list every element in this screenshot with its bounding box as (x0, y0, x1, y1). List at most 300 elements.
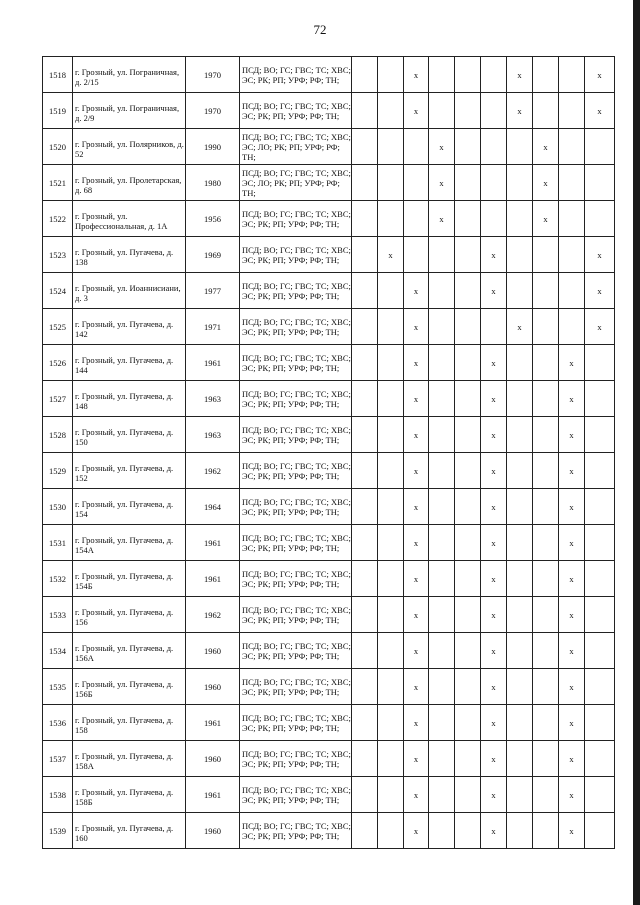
mark-cell: x (481, 597, 507, 633)
mark-cell (533, 345, 559, 381)
mark-cell (507, 201, 533, 237)
mark-cell (481, 129, 507, 165)
mark-cell (455, 165, 481, 201)
row-number: 1522 (43, 201, 73, 237)
mark-cell (429, 417, 455, 453)
mark-cell (404, 129, 429, 165)
mark-cell (585, 129, 615, 165)
address: г. Грозный, ул. Пугачева, д. 150 (73, 417, 186, 453)
service-list: ПСД; ВО; ГС; ГВС; ТС; ХВС; ЭС; РК; РП; УРФ; РФ; ТН; (240, 273, 352, 309)
mark-cell: x (404, 597, 429, 633)
table-row (43, 57, 615, 93)
mark-cell: x (404, 93, 429, 129)
mark-cell (455, 813, 481, 849)
mark-cell (429, 705, 455, 741)
table-row (43, 345, 615, 381)
address: г. Грозный, ул. Пугачева, д. 144 (73, 345, 186, 381)
table-row (43, 93, 615, 129)
address: г. Грозный, ул. Пугачева, д. 156А (73, 633, 186, 669)
mark-cell (533, 309, 559, 345)
mark-cell (378, 381, 404, 417)
mark-cell (378, 813, 404, 849)
mark-cell (429, 669, 455, 705)
address: г. Грозный, ул. Пугачева, д. 156Б (73, 669, 186, 705)
mark-cell: x (429, 201, 455, 237)
mark-cell: x (481, 777, 507, 813)
mark-cell (378, 93, 404, 129)
table-row (43, 417, 615, 453)
table-row (43, 597, 615, 633)
table-row (43, 273, 615, 309)
mark-cell (378, 669, 404, 705)
mark-cell (378, 453, 404, 489)
mark-cell (378, 777, 404, 813)
mark-cell (429, 345, 455, 381)
row-number: 1519 (43, 93, 73, 129)
mark-cell (352, 669, 378, 705)
mark-cell: x (533, 201, 559, 237)
row-number: 1527 (43, 381, 73, 417)
table-row (43, 201, 615, 237)
table-row (43, 741, 615, 777)
mark-cell (352, 345, 378, 381)
row-number: 1523 (43, 237, 73, 273)
mark-cell (378, 201, 404, 237)
service-list: ПСД; ВО; ГС; ГВС; ТС; ХВС; ЭС; РК; РП; УРФ; РФ; ТН; (240, 741, 352, 777)
mark-cell (352, 777, 378, 813)
table-row (43, 489, 615, 525)
mark-cell: x (585, 57, 615, 93)
mark-cell (455, 705, 481, 741)
mark-cell: x (404, 561, 429, 597)
address: г. Грозный, ул. Пугачева, д. 138 (73, 237, 186, 273)
row-number: 1528 (43, 417, 73, 453)
table-row (43, 633, 615, 669)
mark-cell: x (378, 237, 404, 273)
address: г. Грозный, ул. Пугачева, д. 158Б (73, 777, 186, 813)
build-year: 1960 (186, 633, 240, 669)
table-row (43, 129, 615, 165)
table-row (43, 777, 615, 813)
table-row (43, 381, 615, 417)
build-year: 1961 (186, 561, 240, 597)
mark-cell: x (481, 813, 507, 849)
service-list: ПСД; ВО; ГС; ГВС; ТС; ХВС; ЭС; РК; РП; УРФ; РФ; ТН; (240, 381, 352, 417)
mark-cell (378, 309, 404, 345)
mark-cell: x (585, 273, 615, 309)
mark-cell: x (481, 237, 507, 273)
mark-cell (455, 237, 481, 273)
mark-cell (455, 597, 481, 633)
mark-cell: x (404, 813, 429, 849)
table-row (43, 165, 615, 201)
table-row (43, 237, 615, 273)
mark-cell (352, 705, 378, 741)
mark-cell (455, 93, 481, 129)
mark-cell (507, 741, 533, 777)
address: г. Грозный, ул. Пограничная, д. 2/15 (73, 57, 186, 93)
mark-cell (352, 273, 378, 309)
build-year: 1962 (186, 597, 240, 633)
table-row (43, 309, 615, 345)
mark-cell: x (481, 561, 507, 597)
mark-cell (378, 273, 404, 309)
row-number: 1529 (43, 453, 73, 489)
mark-cell (455, 777, 481, 813)
registry-table (42, 56, 615, 849)
mark-cell: x (585, 309, 615, 345)
mark-cell (533, 525, 559, 561)
mark-cell (378, 129, 404, 165)
mark-cell: x (559, 381, 585, 417)
row-number: 1520 (43, 129, 73, 165)
mark-cell: x (559, 705, 585, 741)
mark-cell (352, 201, 378, 237)
mark-cell (352, 309, 378, 345)
page-number: 72 (313, 22, 327, 37)
address: г. Грозный, ул. Пограничная, д. 2/9 (73, 93, 186, 129)
service-list: ПСД; ВО; ГС; ГВС; ТС; ХВС; ЭС; РК; РП; УРФ; РФ; ТН; (240, 93, 352, 129)
build-year: 1990 (186, 129, 240, 165)
row-number: 1532 (43, 561, 73, 597)
mark-cell: x (404, 525, 429, 561)
mark-cell: x (404, 381, 429, 417)
service-list: ПСД; ВО; ГС; ГВС; ТС; ХВС; ЭС; РК; РП; УРФ; РФ; ТН; (240, 813, 352, 849)
mark-cell: x (481, 525, 507, 561)
mark-cell (585, 597, 615, 633)
build-year: 1977 (186, 273, 240, 309)
mark-cell: x (559, 741, 585, 777)
mark-cell: x (481, 669, 507, 705)
mark-cell (559, 201, 585, 237)
mark-cell (378, 741, 404, 777)
mark-cell (455, 57, 481, 93)
mark-cell: x (404, 453, 429, 489)
mark-cell (585, 453, 615, 489)
mark-cell (559, 309, 585, 345)
mark-cell: x (481, 273, 507, 309)
mark-cell (455, 309, 481, 345)
service-list: ПСД; ВО; ГС; ГВС; ТС; ХВС; ЭС; РК; РП; УРФ; РФ; ТН; (240, 489, 352, 525)
row-number: 1530 (43, 489, 73, 525)
mark-cell: x (481, 453, 507, 489)
row-number: 1534 (43, 633, 73, 669)
mark-cell (585, 201, 615, 237)
service-list: ПСД; ВО; ГС; ГВС; ТС; ХВС; ЭС; РК; РП; УРФ; РФ; ТН; (240, 201, 352, 237)
mark-cell: x (404, 417, 429, 453)
mark-cell: x (559, 669, 585, 705)
mark-cell (404, 201, 429, 237)
mark-cell: x (559, 453, 585, 489)
service-list: ПСД; ВО; ГС; ГВС; ТС; ХВС; ЭС; РК; РП; УРФ; РФ; ТН; (240, 453, 352, 489)
address: г. Грозный, ул. Пугачева, д. 148 (73, 381, 186, 417)
row-number: 1525 (43, 309, 73, 345)
mark-cell (507, 561, 533, 597)
mark-cell (559, 57, 585, 93)
mark-cell (429, 813, 455, 849)
mark-cell: x (404, 57, 429, 93)
mark-cell (585, 381, 615, 417)
mark-cell (352, 237, 378, 273)
build-year: 1960 (186, 813, 240, 849)
mark-cell (378, 417, 404, 453)
mark-cell (378, 561, 404, 597)
mark-cell (585, 633, 615, 669)
build-year: 1960 (186, 669, 240, 705)
mark-cell (533, 633, 559, 669)
service-list: ПСД; ВО; ГС; ГВС; ТС; ХВС; ЭС; ЛО; РК; РП; УРФ; РФ; ТН; (240, 165, 352, 201)
mark-cell (585, 741, 615, 777)
mark-cell (507, 777, 533, 813)
row-number: 1521 (43, 165, 73, 201)
mark-cell: x (404, 489, 429, 525)
mark-cell (378, 345, 404, 381)
build-year: 1960 (186, 741, 240, 777)
address: г. Грозный, ул. Пугачева, д. 158А (73, 741, 186, 777)
mark-cell (507, 129, 533, 165)
row-number: 1518 (43, 57, 73, 93)
build-year: 1961 (186, 525, 240, 561)
mark-cell (585, 777, 615, 813)
mark-cell (507, 165, 533, 201)
mark-cell: x (559, 777, 585, 813)
mark-cell: x (404, 669, 429, 705)
mark-cell (429, 777, 455, 813)
mark-cell (481, 201, 507, 237)
service-list: ПСД; ВО; ГС; ГВС; ТС; ХВС; ЭС; РК; РП; УРФ; РФ; ТН; (240, 237, 352, 273)
mark-cell (507, 489, 533, 525)
mark-cell (533, 93, 559, 129)
build-year: 1969 (186, 237, 240, 273)
address: г. Грозный, ул. Иоаннисиани, д. 3 (73, 273, 186, 309)
mark-cell (352, 633, 378, 669)
mark-cell (507, 381, 533, 417)
scan-edge (633, 0, 640, 905)
table-row (43, 669, 615, 705)
mark-cell (533, 561, 559, 597)
mark-cell: x (585, 93, 615, 129)
mark-cell (481, 165, 507, 201)
mark-cell (352, 813, 378, 849)
mark-cell (404, 237, 429, 273)
mark-cell (429, 561, 455, 597)
mark-cell (507, 633, 533, 669)
mark-cell (352, 561, 378, 597)
mark-cell (507, 813, 533, 849)
mark-cell (533, 453, 559, 489)
mark-cell (533, 381, 559, 417)
mark-cell: x (559, 489, 585, 525)
mark-cell: x (559, 525, 585, 561)
mark-cell (507, 273, 533, 309)
mark-cell (378, 597, 404, 633)
mark-cell (455, 345, 481, 381)
mark-cell: x (507, 93, 533, 129)
mark-cell (559, 165, 585, 201)
address: г. Грозный, ул. Пугачева, д. 158 (73, 705, 186, 741)
mark-cell (559, 129, 585, 165)
mark-cell (455, 525, 481, 561)
mark-cell (533, 489, 559, 525)
mark-cell (429, 381, 455, 417)
row-number: 1524 (43, 273, 73, 309)
mark-cell (404, 165, 429, 201)
build-year: 1970 (186, 93, 240, 129)
row-number: 1539 (43, 813, 73, 849)
mark-cell (585, 525, 615, 561)
mark-cell (352, 165, 378, 201)
service-list: ПСД; ВО; ГС; ГВС; ТС; ХВС; ЭС; РК; РП; УРФ; РФ; ТН; (240, 57, 352, 93)
service-list: ПСД; ВО; ГС; ГВС; ТС; ХВС; ЭС; РК; РП; УРФ; РФ; ТН; (240, 345, 352, 381)
mark-cell: x (429, 165, 455, 201)
mark-cell: x (481, 345, 507, 381)
address: г. Грозный, ул. Пролетарская, д. 68 (73, 165, 186, 201)
service-list: ПСД; ВО; ГС; ГВС; ТС; ХВС; ЭС; РК; РП; УРФ; РФ; ТН; (240, 309, 352, 345)
service-list: ПСД; ВО; ГС; ГВС; ТС; ХВС; ЭС; РК; РП; УРФ; РФ; ТН; (240, 525, 352, 561)
table-row (43, 705, 615, 741)
row-number: 1531 (43, 525, 73, 561)
address: г. Грозный, ул. Пугачева, д. 160 (73, 813, 186, 849)
mark-cell: x (585, 237, 615, 273)
mark-cell (455, 489, 481, 525)
mark-cell (585, 417, 615, 453)
address: г. Грозный, ул. Профессиональная, д. 1А (73, 201, 186, 237)
mark-cell (352, 489, 378, 525)
address: г. Грозный, ул. Пугачева, д. 152 (73, 453, 186, 489)
mark-cell (455, 273, 481, 309)
mark-cell (507, 525, 533, 561)
mark-cell (455, 633, 481, 669)
mark-cell (429, 57, 455, 93)
mark-cell: x (404, 741, 429, 777)
mark-cell (533, 777, 559, 813)
mark-cell (585, 705, 615, 741)
mark-cell: x (404, 345, 429, 381)
mark-cell (533, 417, 559, 453)
mark-cell (378, 57, 404, 93)
mark-cell: x (533, 129, 559, 165)
build-year: 1961 (186, 705, 240, 741)
service-list: ПСД; ВО; ГС; ГВС; ТС; ХВС; ЭС; РК; РП; УРФ; РФ; ТН; (240, 705, 352, 741)
table-row (43, 561, 615, 597)
address: г. Грозный, ул. Пугачева, д. 142 (73, 309, 186, 345)
mark-cell (455, 417, 481, 453)
mark-cell (378, 165, 404, 201)
service-list: ПСД; ВО; ГС; ГВС; ТС; ХВС; ЭС; РК; РП; УРФ; РФ; ТН; (240, 597, 352, 633)
build-year: 1963 (186, 381, 240, 417)
table-row (43, 453, 615, 489)
mark-cell (378, 633, 404, 669)
mark-cell (559, 273, 585, 309)
table-body (43, 57, 615, 849)
mark-cell: x (507, 309, 533, 345)
mark-cell: x (559, 597, 585, 633)
mark-cell (429, 309, 455, 345)
mark-cell (481, 57, 507, 93)
build-year: 1971 (186, 309, 240, 345)
mark-cell: x (404, 777, 429, 813)
mark-cell (507, 705, 533, 741)
mark-cell (429, 633, 455, 669)
mark-cell (533, 741, 559, 777)
mark-cell: x (559, 561, 585, 597)
mark-cell (429, 93, 455, 129)
mark-cell (429, 453, 455, 489)
row-number: 1536 (43, 705, 73, 741)
build-year: 1963 (186, 417, 240, 453)
mark-cell: x (533, 165, 559, 201)
mark-cell: x (481, 489, 507, 525)
row-number: 1537 (43, 741, 73, 777)
mark-cell (429, 273, 455, 309)
mark-cell (352, 381, 378, 417)
table-row (43, 813, 615, 849)
mark-cell: x (559, 345, 585, 381)
mark-cell (507, 669, 533, 705)
mark-cell (585, 165, 615, 201)
mark-cell (429, 237, 455, 273)
mark-cell (481, 309, 507, 345)
mark-cell (378, 489, 404, 525)
mark-cell: x (404, 273, 429, 309)
service-list: ПСД; ВО; ГС; ГВС; ТС; ХВС; ЭС; РК; РП; УРФ; РФ; ТН; (240, 561, 352, 597)
address: г. Грозный, ул. Пугачева, д. 154Б (73, 561, 186, 597)
mark-cell (455, 741, 481, 777)
address: г. Грозный, ул. Пугачева, д. 154А (73, 525, 186, 561)
mark-cell (585, 489, 615, 525)
mark-cell (533, 273, 559, 309)
mark-cell: x (481, 705, 507, 741)
build-year: 1964 (186, 489, 240, 525)
build-year: 1956 (186, 201, 240, 237)
service-list: ПСД; ВО; ГС; ГВС; ТС; ХВС; ЭС; ЛО; РК; РП; УРФ; РФ; ТН; (240, 129, 352, 165)
mark-cell (455, 561, 481, 597)
mark-cell: x (481, 381, 507, 417)
service-list: ПСД; ВО; ГС; ГВС; ТС; ХВС; ЭС; РК; РП; УРФ; РФ; ТН; (240, 777, 352, 813)
mark-cell (533, 597, 559, 633)
mark-cell (559, 93, 585, 129)
mark-cell (455, 669, 481, 705)
mark-cell: x (559, 813, 585, 849)
service-list: ПСД; ВО; ГС; ГВС; ТС; ХВС; ЭС; РК; РП; УРФ; РФ; ТН; (240, 669, 352, 705)
mark-cell (507, 453, 533, 489)
mark-cell: x (404, 309, 429, 345)
build-year: 1962 (186, 453, 240, 489)
table-row (43, 525, 615, 561)
mark-cell (533, 705, 559, 741)
address: г. Грозный, ул. Пугачева, д. 156 (73, 597, 186, 633)
mark-cell (352, 57, 378, 93)
mark-cell (378, 705, 404, 741)
mark-cell (352, 741, 378, 777)
mark-cell (507, 237, 533, 273)
mark-cell (429, 489, 455, 525)
mark-cell: x (481, 741, 507, 777)
mark-cell (429, 525, 455, 561)
mark-cell: x (481, 417, 507, 453)
mark-cell: x (559, 633, 585, 669)
mark-cell (533, 813, 559, 849)
row-number: 1535 (43, 669, 73, 705)
mark-cell (585, 669, 615, 705)
mark-cell (429, 597, 455, 633)
row-number: 1526 (43, 345, 73, 381)
mark-cell (429, 741, 455, 777)
mark-cell (507, 597, 533, 633)
mark-cell (585, 561, 615, 597)
mark-cell (533, 57, 559, 93)
mark-cell (533, 237, 559, 273)
